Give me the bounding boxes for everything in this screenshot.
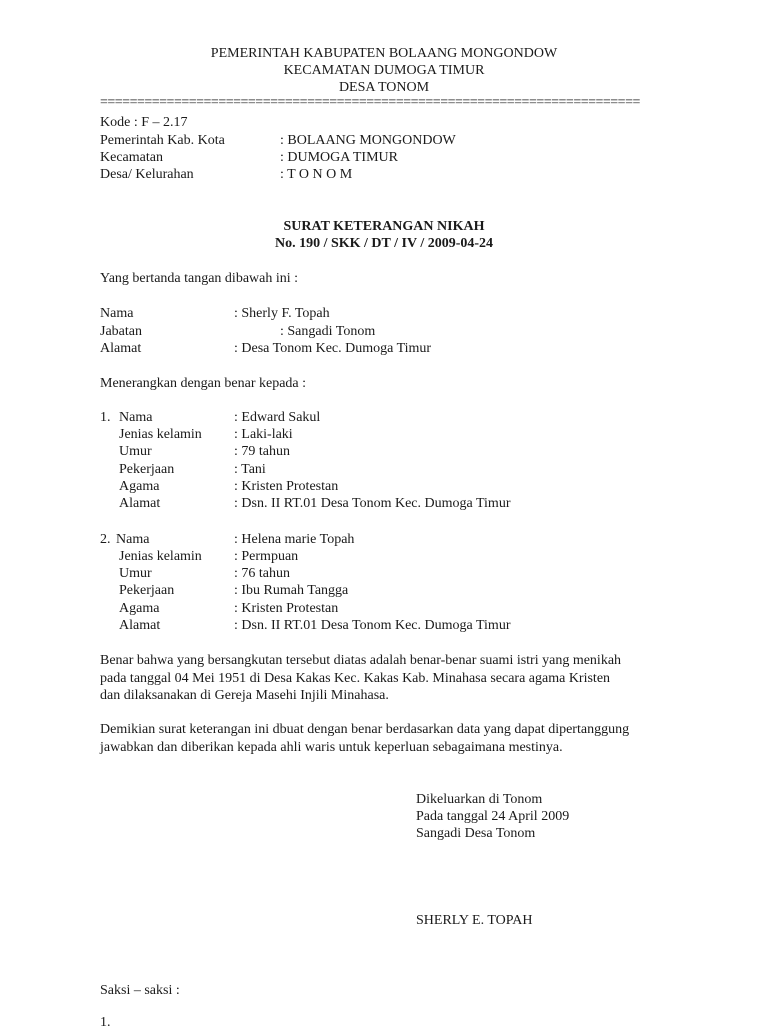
person1-value-religion: : Kristen Protestan bbox=[234, 479, 339, 494]
person2-label-age: Umur bbox=[119, 566, 152, 581]
person1-value-name: : Edward Sakul bbox=[234, 410, 321, 425]
person1-label-age: Umur bbox=[119, 444, 152, 459]
issuance-position: Sangadi Desa Tonom bbox=[416, 826, 536, 841]
person2-value-age: : 76 tahun bbox=[234, 566, 290, 581]
signer-label-name: Nama bbox=[100, 306, 134, 321]
person1-value-address: : Dsn. II RT.01 Desa Tonom Kec. Dumoga Timur bbox=[234, 496, 511, 511]
person1-value-job: : Tani bbox=[234, 462, 266, 477]
declare-text: Menerangkan dengan benar kepada : bbox=[100, 376, 307, 391]
person2-value-religion: : Kristen Protestan bbox=[234, 601, 339, 616]
person2-value-job: : Ibu Rumah Tangga bbox=[234, 583, 349, 598]
identity-value-village: : T O N O M bbox=[280, 167, 353, 182]
header-separator: ========================================================================= bbox=[100, 95, 640, 110]
signer-label-position: Jabatan bbox=[100, 324, 142, 339]
form-code: Kode : F – 2.17 bbox=[100, 115, 188, 130]
person1-value-age: : 79 tahun bbox=[234, 444, 290, 459]
person1-value-gender: : Laki-laki bbox=[234, 427, 293, 442]
signer-value-name: : Sherly F. Topah bbox=[234, 306, 330, 321]
identity-label-village: Desa/ Kelurahan bbox=[100, 167, 194, 182]
closing-line: jawabkan dan diberikan kepada ahli waris untuk keperluan sebagaimana mestinya. bbox=[100, 739, 563, 755]
intro-text: Yang bertanda tangan dibawah ini : bbox=[100, 271, 299, 286]
identity-value-regency: : BOLAANG MONGONDOW bbox=[280, 133, 456, 148]
closing-paragraph bbox=[100, 721, 670, 756]
person1-label-job: Pekerjaan bbox=[119, 462, 175, 477]
person2-label-religion: Agama bbox=[119, 601, 160, 616]
person2-value-gender: : Permpuan bbox=[234, 549, 299, 564]
signer-value-address: : Desa Tonom Kec. Dumoga Timur bbox=[234, 341, 432, 356]
signer-label-address: Alamat bbox=[100, 341, 142, 356]
witness-number-1: 1. bbox=[100, 1015, 111, 1030]
person2-label-gender: Jenias kelamin bbox=[119, 549, 202, 564]
person1-label-gender: Jenias kelamin bbox=[119, 427, 202, 442]
person1-number: 1. bbox=[100, 410, 111, 425]
person2-number: 2. bbox=[100, 532, 111, 547]
signer-name: SHERLY E. TOPAH bbox=[416, 913, 533, 928]
identity-value-district: : DUMOGA TIMUR bbox=[280, 150, 398, 165]
identity-label-district: Kecamatan bbox=[100, 150, 163, 165]
statement-paragraph bbox=[100, 652, 670, 705]
witness-label: Saksi – saksi : bbox=[100, 983, 180, 998]
statement-line: pada tanggal 04 Mei 1951 di Desa Kakas Kec. Kakas Kab. Minahasa secara agama Kristen bbox=[100, 670, 611, 686]
closing-line: Demikian surat keterangan ini dbuat dengan benar berdasarkan data yang dapat dipertanggung bbox=[100, 722, 630, 737]
issuance-place: Dikeluarkan di Tonom bbox=[416, 792, 543, 807]
statement-line: Benar bahwa yang bersangkutan tersebut diatas adalah benar-benar suami istri yang menikah bbox=[100, 653, 622, 668]
issuance-date: Pada tanggal 24 April 2009 bbox=[416, 809, 570, 824]
person1-label-address: Alamat bbox=[119, 496, 161, 511]
identity-label-regency: Pemerintah Kab. Kota bbox=[100, 133, 225, 148]
person2-label-job: Pekerjaan bbox=[119, 583, 175, 598]
person2-value-address: : Dsn. II RT.01 Desa Tonom Kec. Dumoga Timur bbox=[234, 618, 511, 633]
header-village: DESA TONOM bbox=[338, 80, 430, 95]
header-regency: PEMERINTAH KABUPATEN BOLAANG MONGONDOW bbox=[210, 46, 558, 61]
person1-label-name: Nama bbox=[119, 410, 153, 425]
header-district: KECAMATAN DUMOGA TIMUR bbox=[283, 63, 485, 78]
person1-label-religion: Agama bbox=[119, 479, 160, 494]
signer-value-position: : Sangadi Tonom bbox=[280, 324, 376, 339]
person2-label-address: Alamat bbox=[119, 618, 161, 633]
person2-value-name: : Helena marie Topah bbox=[234, 532, 355, 547]
document-title: SURAT KETERANGAN NIKAH bbox=[283, 219, 485, 234]
document-number: No. 190 / SKK / DT / IV / 2009-04-24 bbox=[274, 236, 494, 251]
person2-label-name: Nama bbox=[116, 532, 150, 547]
statement-line: dan dilaksanakan di Gereja Masehi Injili Minahasa. bbox=[100, 688, 389, 703]
